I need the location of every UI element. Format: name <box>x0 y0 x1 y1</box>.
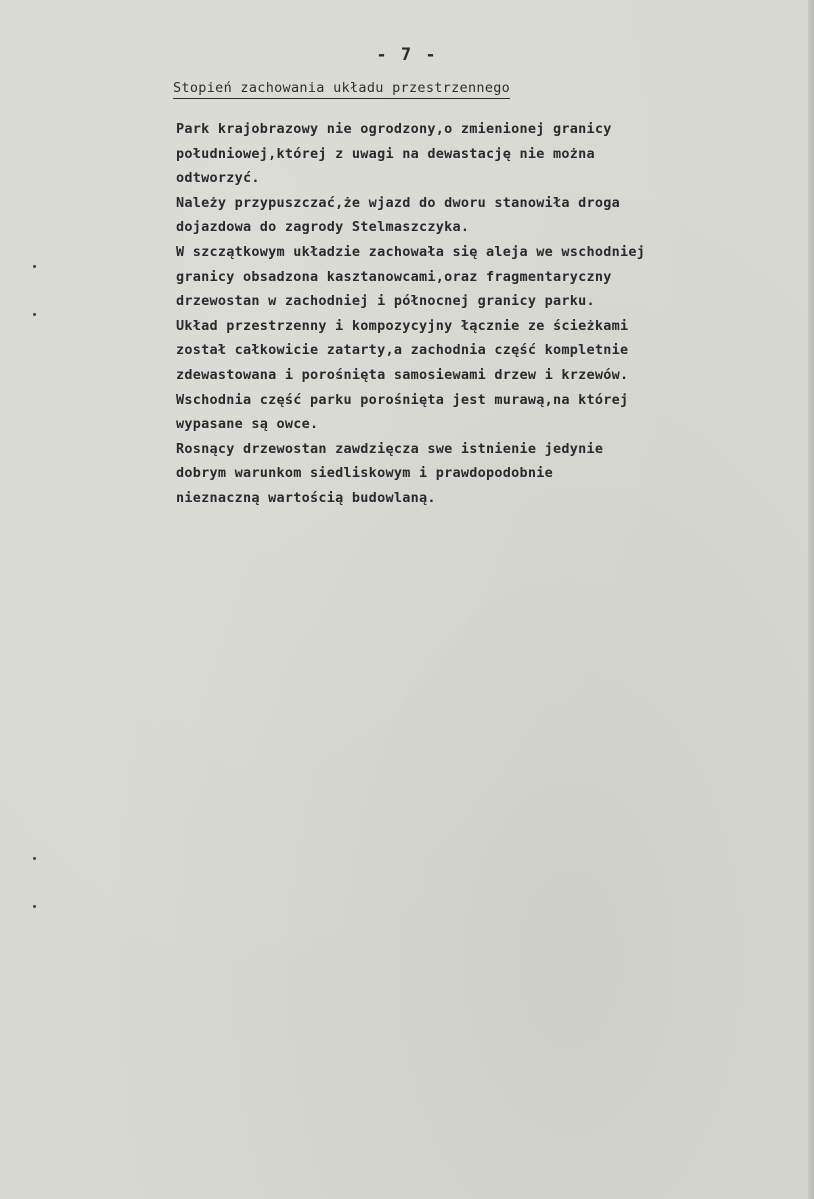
text-line: Wschodnia część parku porośnięta jest murawą,na której <box>176 391 629 408</box>
body-text <box>176 117 776 511</box>
page-edge <box>808 0 814 1199</box>
text-line: nieznaczną wartością budowlaną. <box>176 489 436 506</box>
page-number: - 7 - <box>376 45 438 65</box>
text-line: dojazdowa do zagrody Stelmaszczyka. <box>176 219 470 236</box>
text-line: odtworzyć. <box>176 170 260 187</box>
text-line: dobrym warunkom siedliskowym i prawdopodobnie <box>176 465 553 482</box>
text-line: wypasane są owce. <box>176 416 319 433</box>
section-heading: Stopień zachowania układu przestrzennego <box>173 80 510 99</box>
text-line: południowej,której z uwagi na dewastację nie można <box>176 145 595 162</box>
text-line: Rosnący drzewostan zawdzięcza swe istnienie jedynie <box>176 440 604 457</box>
text-line: zdewastowana i porośnięta samosiewami drzew i krzewów. <box>176 366 629 383</box>
text-line: Park krajobrazowy nie ogrodzony,o zmienionej granicy <box>176 121 612 137</box>
margin-dot <box>33 905 36 908</box>
text-line: Należy przypuszczać,że wjazd do dworu stanowiła droga <box>176 194 621 211</box>
text-line: granicy obsadzona kasztanowcami,oraz fragmentaryczny <box>176 268 612 285</box>
text-line: został całkowicie zatarty,a zachodnia część kompletnie <box>176 342 629 359</box>
text-line: drzewostan w zachodniej i północnej granicy parku. <box>176 293 595 310</box>
margin-dot <box>33 265 36 268</box>
text-line: W szczątkowym układzie zachowała się aleja we wschodniej <box>176 243 646 260</box>
text-line: Układ przestrzenny i kompozycyjny łącznie ze ścieżkami <box>176 317 629 334</box>
margin-dot <box>33 857 36 860</box>
margin-dot <box>33 313 36 316</box>
